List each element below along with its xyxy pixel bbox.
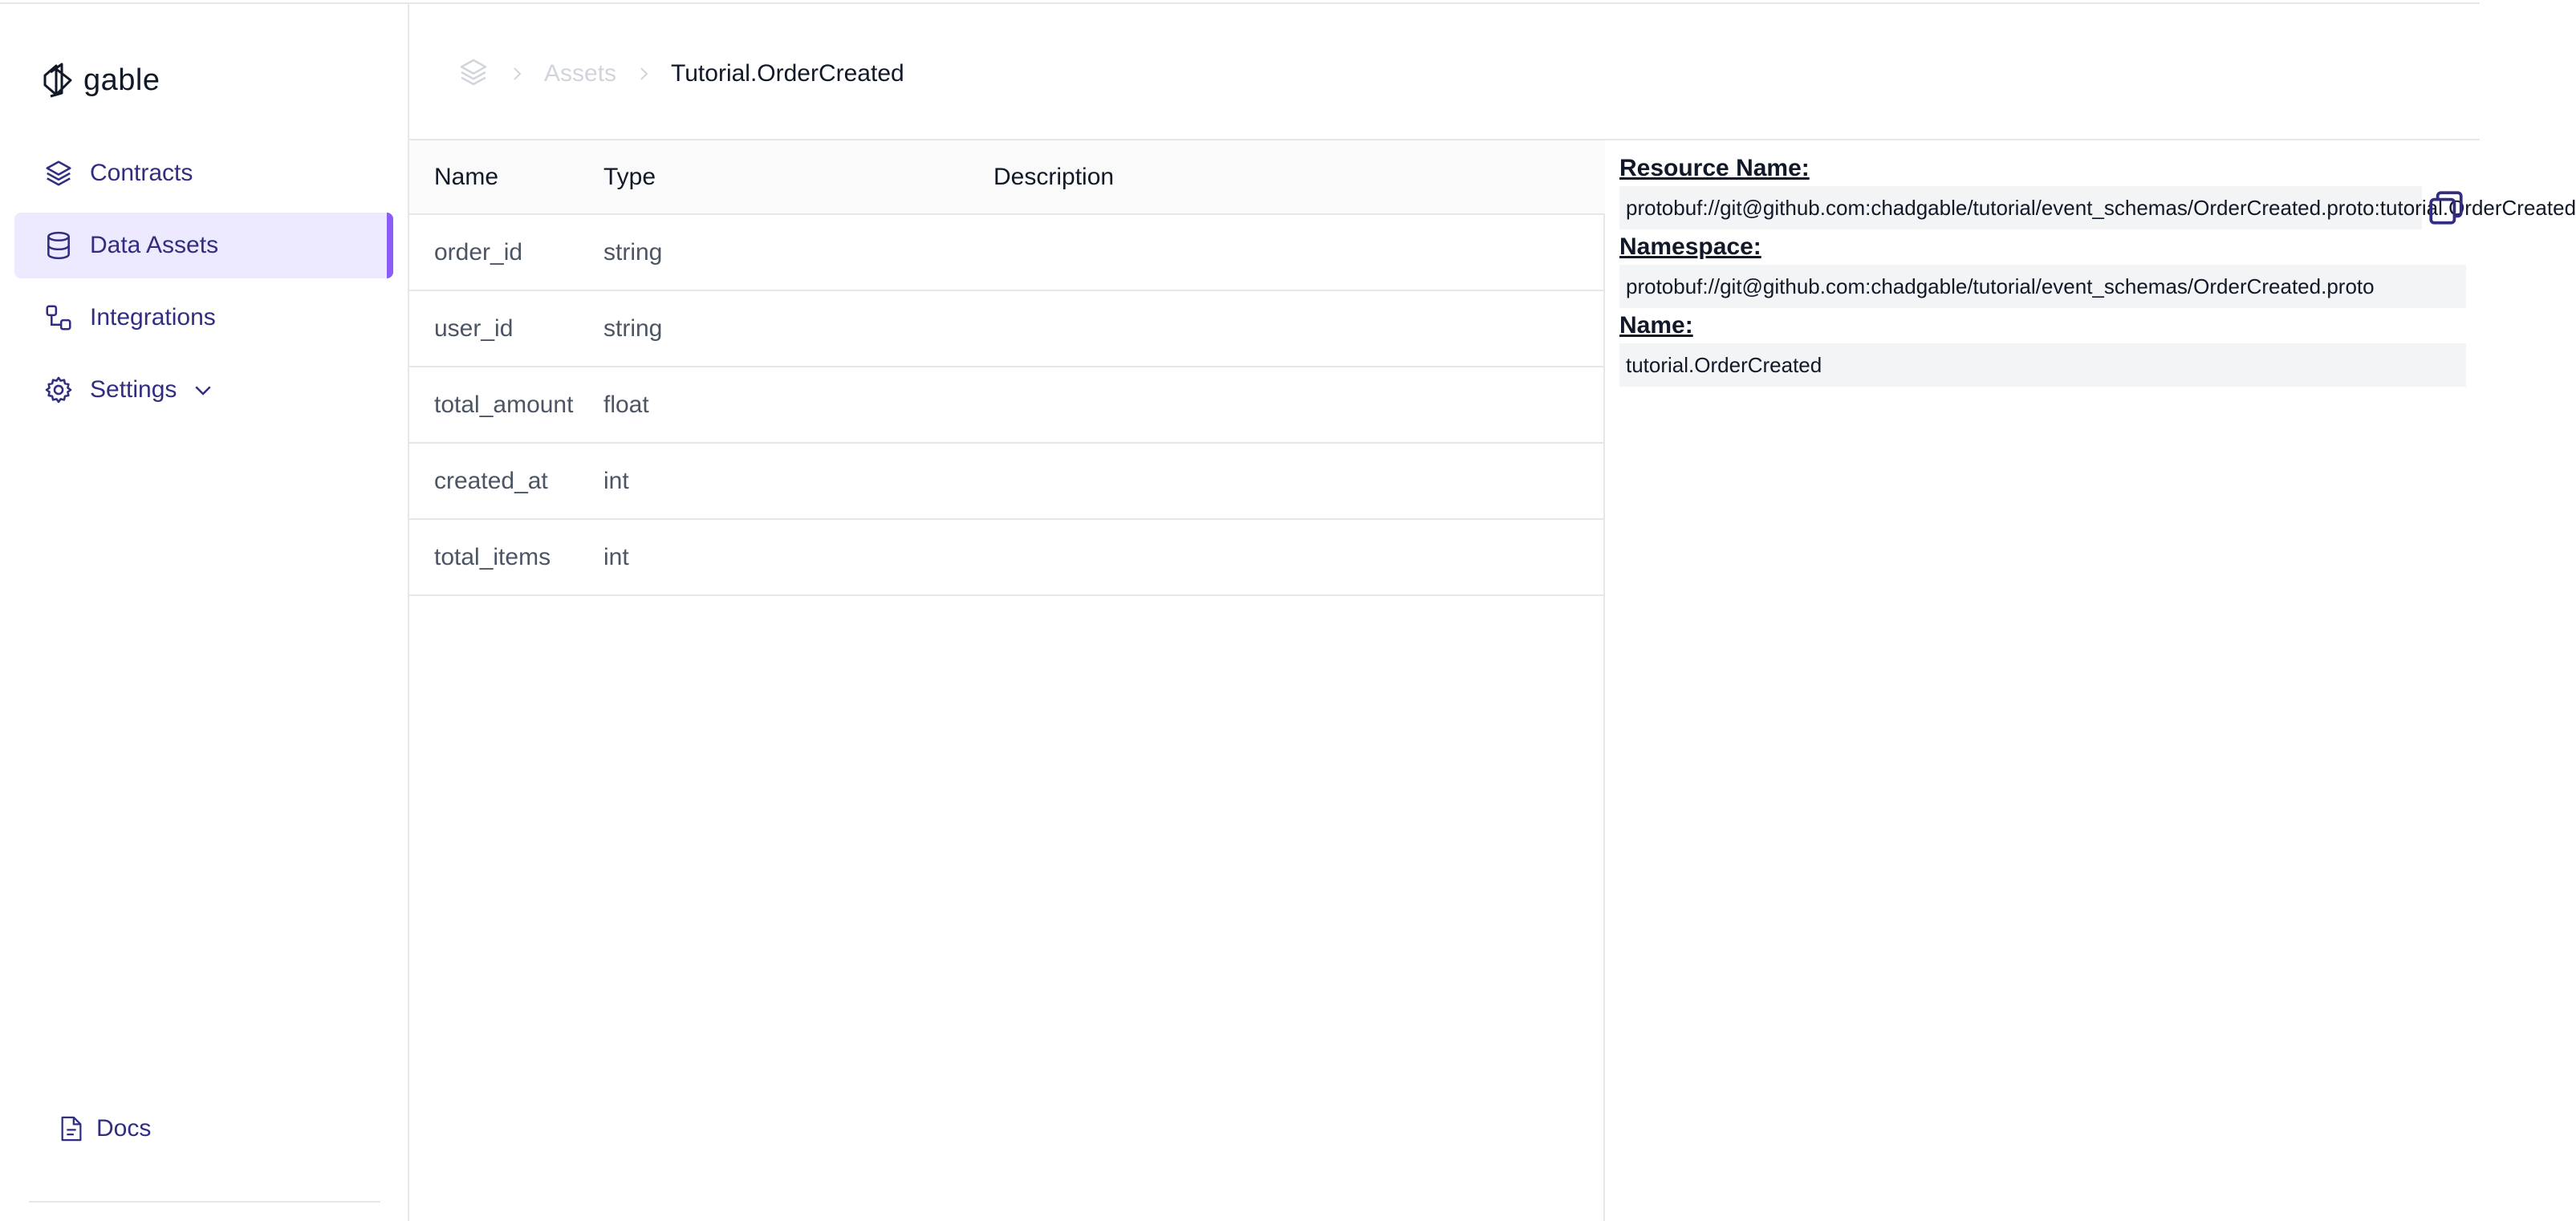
table-row[interactable] [409, 214, 1605, 290]
layers-icon [42, 156, 75, 190]
integrations-icon [42, 301, 75, 335]
column-header-type[interactable]: Type [603, 140, 993, 214]
copy-button[interactable] [2426, 188, 2466, 228]
field-type: string [603, 314, 663, 342]
docs-link[interactable] [58, 1109, 151, 1149]
breadcrumb [457, 54, 904, 94]
table-row[interactable] [409, 519, 1605, 595]
app-logo[interactable] [40, 60, 160, 100]
sidebar-item-data-assets[interactable] [14, 213, 393, 278]
gear-icon [42, 373, 75, 407]
field-description [993, 290, 1605, 367]
column-header-description[interactable]: Description [993, 140, 1605, 214]
table-row[interactable] [409, 443, 1605, 519]
namespace-value: protobuf://git@github.com:chadgable/tutorial/event_schemas/OrderCreated.proto [1619, 265, 2466, 308]
column-header-name[interactable]: Name [409, 140, 603, 214]
breadcrumb-home[interactable] [457, 56, 490, 92]
sidebar-item-settings[interactable] [14, 357, 393, 423]
gable-logo-icon [40, 61, 75, 99]
divider [29, 1201, 380, 1203]
resource-name-value: protobuf://git@github.com:chadgable/tutorial/event_schemas/OrderCreated.proto:tutorial.OrderCreated [1619, 186, 2422, 229]
sidebar-item-label: Settings [90, 376, 177, 403]
breadcrumb-assets[interactable]: Assets [544, 60, 617, 87]
field-name: total_amount [434, 391, 574, 418]
breadcrumb-current: Tutorial.OrderCreated [671, 60, 904, 87]
table-row[interactable] [409, 367, 1605, 443]
field-type: string [603, 238, 663, 266]
field-description [993, 214, 1605, 290]
field-description [993, 367, 1605, 443]
field-name: total_items [434, 543, 551, 570]
field-description [993, 443, 1605, 519]
name-label: Name: [1619, 312, 1693, 339]
sidebar-item-label: Contracts [90, 160, 193, 186]
namespace-label: Namespace: [1619, 233, 1761, 260]
chevron-down-icon[interactable] [191, 378, 215, 402]
copy-icon [2426, 188, 2466, 228]
field-name: order_id [434, 238, 523, 266]
sidebar-item-label: Integrations [90, 304, 216, 331]
schema-table-panel [409, 140, 1605, 1221]
field-type: int [603, 467, 629, 494]
sidebar-item-integrations[interactable] [14, 285, 393, 351]
table-header-row [409, 140, 1605, 214]
field-name: user_id [434, 314, 514, 342]
chevron-right-icon [634, 64, 653, 83]
chevron-right-icon [507, 64, 526, 83]
sidebar [0, 4, 409, 1221]
field-name: created_at [434, 467, 548, 494]
resource-name-label: Resource Name: [1619, 155, 1810, 181]
field-description [993, 519, 1605, 595]
field-type: float [603, 391, 649, 418]
document-icon [58, 1114, 85, 1144]
database-icon [42, 229, 75, 262]
name-value: tutorial.OrderCreated [1619, 343, 2466, 387]
page-header [409, 4, 2480, 140]
asset-details-panel [1619, 152, 2576, 387]
logo-text: gable [83, 63, 160, 97]
docs-label: Docs [96, 1115, 152, 1142]
schema-table [409, 140, 1605, 596]
field-type: int [603, 543, 629, 570]
table-row[interactable] [409, 290, 1605, 367]
sidebar-item-label: Data Assets [90, 232, 219, 258]
layers-icon [457, 56, 490, 88]
sidebar-item-contracts[interactable] [14, 140, 393, 206]
